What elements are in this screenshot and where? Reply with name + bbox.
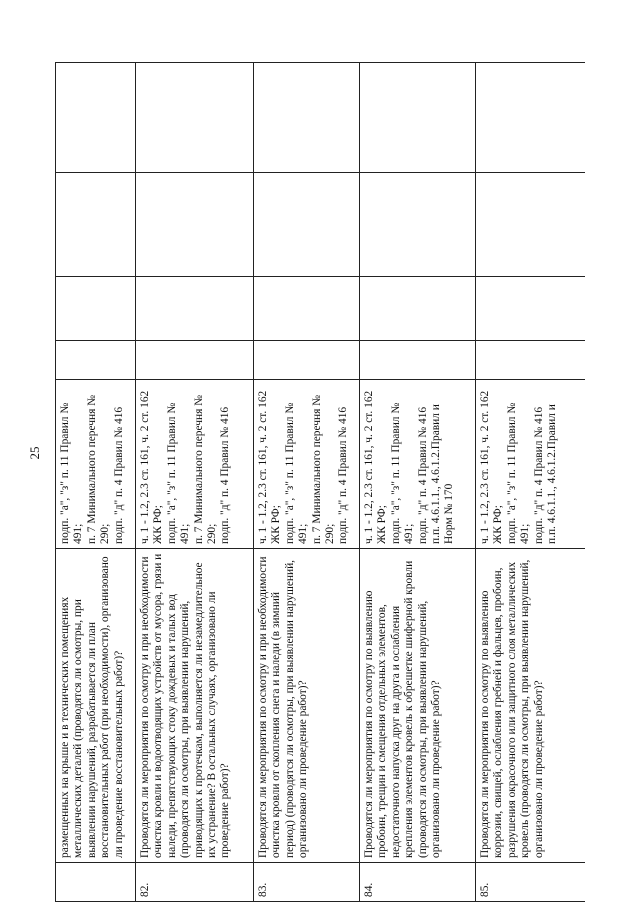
- question-cell: Проводятся ли мероприятия по осмотру по выявлению пробоин, трещин и смещения отдельных элементов, недостаточного напуска друг на друга и ослабления крепления элементов кровель к обрешетке шиферной кровли (проводятся ли осмотры, при выявлении нарушений, организовано ли проведение работ)?: [360, 549, 476, 863]
- checklist-table: [55, 62, 585, 902]
- empty-cell: [254, 277, 360, 341]
- reference-line: подп. "д" п. 4 Правил № 416: [112, 406, 125, 544]
- empty-cell: [360, 277, 476, 341]
- empty-cell: [476, 63, 586, 173]
- empty-cell: [254, 173, 360, 277]
- empty-cell: [136, 277, 254, 341]
- empty-cell: [56, 173, 136, 277]
- row-number: 84.: [360, 863, 476, 902]
- question-cell: размещенных на крыше и в технических помещениях металлических деталей (проводятся ли осмотры, при выявлении нарушений, разрабатывается ли план восстановительных работ (при необходимости), организовано ли проведение восстановительных работ)?: [56, 549, 136, 863]
- legal-reference-cell: [56, 380, 136, 549]
- empty-cell: [360, 341, 476, 380]
- empty-cell: [476, 277, 586, 341]
- reference-line: подп. "а", "з" п. 11 Правил № 491;: [389, 402, 416, 544]
- reference-line: подп. "а", "з" п. 11 Правил № 491;: [283, 402, 310, 544]
- reference-line: ч. 1 - 1.2, 2.3 ст. 161, ч. 2 ст. 162 ЖК РФ;: [257, 390, 283, 544]
- row-number: 82.: [136, 863, 254, 902]
- table-row: [476, 63, 586, 902]
- reference-line: подп. "д" п. 4 Правил № 416: [219, 406, 232, 544]
- empty-cell: [56, 341, 136, 380]
- reference-line: ч. 1 - 1.2, 2.3 ст. 161, ч. 2 ст. 162 ЖК РФ;: [479, 390, 505, 544]
- row-number: 85.: [476, 863, 586, 902]
- empty-cell: [360, 173, 476, 277]
- legal-reference-cell: [360, 380, 476, 549]
- legal-reference-cell: [136, 380, 254, 549]
- legal-reference-cell: [476, 380, 586, 549]
- reference-line: п. 7 Минимального перечня № 290;: [192, 394, 219, 544]
- empty-cell: [254, 63, 360, 173]
- row-number: [56, 863, 136, 902]
- reference-line: подп. "д" п. 4 Правил № 416: [337, 406, 350, 544]
- empty-cell: [476, 341, 586, 380]
- empty-cell: [56, 277, 136, 341]
- reference-line: п. 7 Минимального перечня № 290;: [310, 394, 337, 544]
- page-number: 25: [27, 446, 42, 460]
- question-cell: Проводятся ли мероприятия по осмотру и при необходимости очистка кровли и водоотводящих устройств от мусора, грязи и наледи, препятствующих стоку дождевых и талых вод (проводятся ли осмотры, при выявлении нарушений, приводящих к протечкам, выполняется ли незамедлительное их устранение? В остальных случаях, организовано ли проведение работ)?: [136, 549, 254, 863]
- reference-line: п.п. 4.6.1.1., 4.6.1.2.Правил и: [546, 404, 559, 544]
- reference-line: ч. 1 - 1.2, 2.3 ст. 161, ч. 2 ст. 162 ЖК РФ;: [363, 390, 389, 544]
- legal-reference-cell: [254, 380, 360, 549]
- empty-cell: [136, 341, 254, 380]
- reference-line: ч. 1 - 1.2, 2.3 ст. 161, ч. 2 ст. 162 ЖК РФ;: [139, 390, 165, 544]
- empty-cell: [476, 173, 586, 277]
- reference-line: п.п. 4.6.1.1., 4.6.1.2.Правил и Норм № 170: [430, 404, 456, 544]
- empty-cell: [136, 173, 254, 277]
- empty-cell: [254, 341, 360, 380]
- question-cell: Проводятся ли мероприятия по осмотру по выявлению коррозии, свищей, ослабления гребней и фальцев, пробоин, разрушения окрасочного или защитного слоя металлических кровель (проводятся ли осмотры, при выявлении нарушений, организовано ли проведение работ)?: [476, 549, 586, 863]
- reference-line: п. 7 Минимального перечня № 290;: [85, 394, 112, 544]
- empty-cell: [360, 63, 476, 173]
- reference-line: подп. "а", "з" п. 11 Правил № 491;: [59, 402, 85, 544]
- reference-line: подп. "д" п. 4 Правил № 416: [532, 406, 545, 544]
- table-row: [360, 63, 476, 902]
- empty-cell: [56, 63, 136, 173]
- reference-line: подп. "а", "з" п. 11 Правил № 491;: [165, 402, 192, 544]
- question-cell: Проводятся ли мероприятия по осмотру и при необходимости очистка кровли от скопления снега и наледи (в зимний период) (проводятся ли осмотры, при выявлении нарушений, организовано ли проведение работ)?: [254, 549, 360, 863]
- empty-cell: [136, 63, 254, 173]
- reference-line: подп. "д" п. 4 Правил № 416: [416, 406, 429, 544]
- table-row: [136, 63, 254, 902]
- table-row: [56, 63, 136, 902]
- reference-line: подп. "а", "з" п. 11 Правил № 491;: [505, 402, 532, 544]
- table-row: [254, 63, 360, 902]
- checklist-table-container: [55, 62, 585, 902]
- row-number: 83.: [254, 863, 360, 902]
